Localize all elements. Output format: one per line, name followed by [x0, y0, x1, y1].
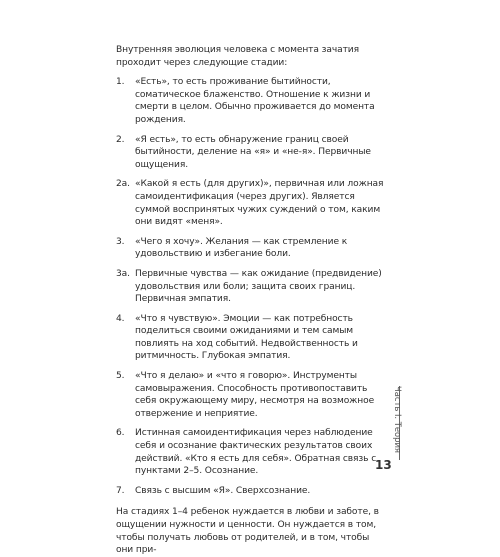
- list-item-number: 7.: [116, 485, 125, 496]
- list-item-text: «Что я чувствую». Эмоции — как потребность поделиться своими ожиданиями и тем самым повлиять на ход событий. Недвойственность и ритмичность. Глубокая эмпатия.: [135, 313, 358, 362]
- page-number: 13: [375, 458, 392, 472]
- main-text: [116, 44, 388, 557]
- list-item-number: 1.: [116, 77, 125, 88]
- list-item-text: «Какой я есть (для других)», первичная или ложная самоидентификация (через других). Является суммой воспринятых чужих суждений о том, каким они видят «меня».: [135, 179, 384, 228]
- list-item: [116, 236, 388, 261]
- list-item-number: 3.: [116, 236, 125, 247]
- list-item: [116, 485, 388, 498]
- list-item: [116, 427, 388, 477]
- list-item-number: 2.: [116, 134, 125, 145]
- list-item: [116, 76, 388, 126]
- list-item-text: «Чего я хочу». Желания — как стремление к удовольствию и избегание боли.: [135, 236, 348, 260]
- list-item-number: 6.: [116, 428, 125, 439]
- list-item: [116, 370, 388, 420]
- list-item-text: «Что я делаю» и «что я говорю». Инструменты самовыражения. Способность противопоставить себя окружающему миру, несмотря на возможное отвержение и неприятие.: [135, 371, 375, 419]
- list-item-text: Истинная самоидентификация через наблюдение себя и осознание фактических результатов своих действий. «Кто я есть для себя». Обратная связь с пунктами 2–5. Осознание.: [135, 428, 377, 477]
- list-item: [116, 313, 388, 363]
- list-item-text: Связь с высшим «Я». Сверхсознание.: [135, 485, 311, 496]
- intro-paragraph: Внутренняя эволюция человека с момента зачатия проходит через следующие стадии:: [116, 45, 359, 68]
- list-item-number: 4.: [116, 313, 125, 324]
- list-item-text: «Я есть», то есть обнаружение границ своей бытийности, деление на «я» и «не-я». Первичные ощущения.: [135, 134, 371, 170]
- list-item-text: Первичные чувства — как ожидание (предвидение) удовольствия или боли; защита своих границ. Первичная эмпатия.: [135, 268, 382, 305]
- list-item-number: 2а.: [116, 179, 130, 190]
- list-item: [116, 268, 388, 306]
- list-item: [116, 134, 388, 172]
- list-item-number: 5.: [116, 371, 125, 382]
- list-item: [116, 178, 388, 228]
- outro-paragraph: На стадиях 1–4 ребенок нуждается в любви и заботе, в ощущении нужности и ценности. Он нуждается в том, чтобы получать любовь от родителей, и в том, чтобы они при-: [116, 507, 379, 556]
- list-item-text: «Есть», то есть проживание бытийности, соматическое блаженство. Отношение к жизни и смерти в целом. Обычно проживается до момента рождения.: [135, 77, 375, 125]
- section-sidebar-label: Часть I. Теория: [393, 386, 403, 453]
- list-item-number: 3а.: [116, 268, 130, 279]
